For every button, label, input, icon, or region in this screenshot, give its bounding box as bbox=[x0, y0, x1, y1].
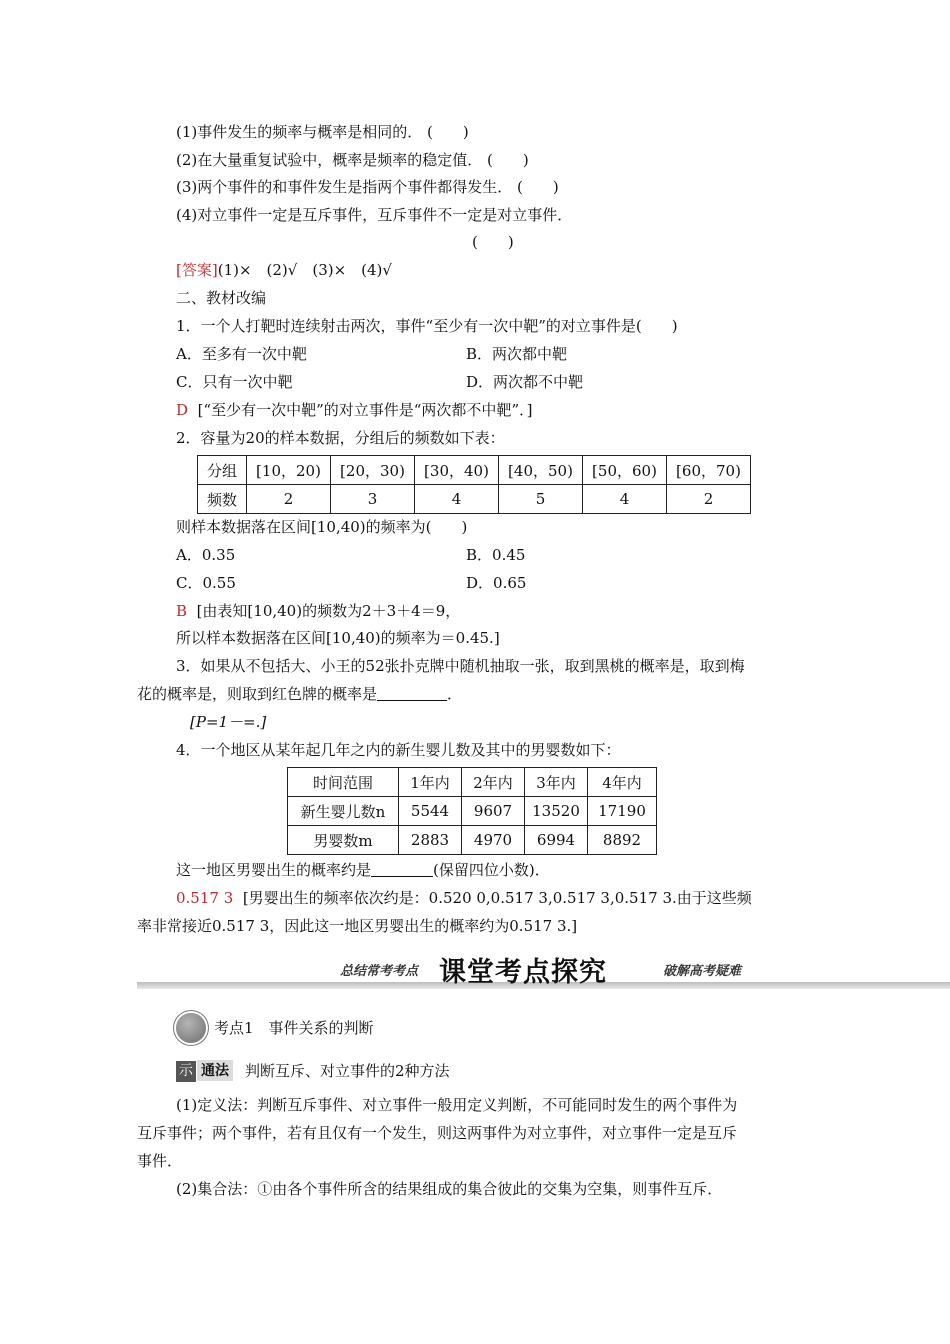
q2-explanation-2: 所以样本数据落在区间[10,40)的频率为＝0.45.] bbox=[176, 629, 500, 647]
table-cell: [20，30) bbox=[331, 456, 415, 485]
q3-line-2-end: ． bbox=[447, 685, 463, 703]
banner-title: 课堂考点探究 bbox=[439, 957, 607, 988]
table-cell: [40，50) bbox=[499, 456, 583, 485]
q1-answer-letter: D bbox=[176, 401, 189, 419]
table-cell: [30，40) bbox=[415, 456, 499, 485]
answer-line bbox=[176, 259, 392, 281]
q4-explanation-2: 率非常接近0.517 3，因此这一地区男婴出生的概率约为0.517 3.] bbox=[137, 917, 578, 935]
table-row bbox=[288, 768, 657, 797]
table-cell: 频数 bbox=[198, 485, 247, 514]
table-cell: [50，60) bbox=[583, 456, 667, 485]
table-cell: 男婴数m bbox=[288, 826, 399, 855]
answer-blank bbox=[377, 684, 447, 701]
definition-line-3: 事件． bbox=[137, 1152, 183, 1170]
table-cell: 5 bbox=[499, 485, 583, 514]
birth-table bbox=[287, 767, 657, 855]
table-row bbox=[288, 797, 657, 826]
judgment-4: (4)对立事件一定是互斥事件，互斥事件不一定是对立事件． bbox=[176, 206, 573, 224]
table-cell: 3 bbox=[331, 485, 415, 514]
judgment-1: (1)事件发生的频率与概率是相同的． ( ) bbox=[176, 123, 469, 141]
method-badge-icon: 示 bbox=[176, 1061, 196, 1082]
table-cell: 分组 bbox=[198, 456, 247, 485]
table-cell: 2年内 bbox=[462, 768, 525, 797]
q3-line-1: 3．如果从不包括大、小王的52张扑克牌中随机抽取一张，取到黑桃的概率是，取到梅 bbox=[176, 657, 745, 675]
table-cell: 新生婴儿数n bbox=[288, 797, 399, 826]
q3-explanation: [P=1－=.] bbox=[190, 713, 267, 731]
answer-text: (1)× (2)√ (3)× (4)√ bbox=[217, 261, 392, 279]
q4-after-pre: 这一地区男婴出生的概率约是 bbox=[176, 861, 372, 879]
definition-line-1: (1)定义法：判断互斥事件、对立事件一般用定义判断，不可能同时发生的两个事件为 bbox=[176, 1096, 738, 1114]
table-cell: 17190 bbox=[588, 797, 657, 826]
q2-option-b: B．0.45 bbox=[466, 546, 526, 564]
q2-answer bbox=[176, 600, 460, 622]
q1-option-b: B．两次都中靶 bbox=[466, 345, 568, 363]
q3-line-2-text: 花的概率是，则取到红色牌的概率是 bbox=[137, 685, 378, 703]
q2-option-a: A．0.35 bbox=[176, 546, 236, 564]
frequency-table bbox=[197, 455, 751, 514]
q1-answer bbox=[176, 399, 532, 421]
banner-right-text: 破解高考疑难 bbox=[663, 964, 742, 979]
q4-explanation-1: [男婴出生的频率依次约是：0.520 0,0.517 3,0.517 3,0.517 3.由于这些频 bbox=[242, 889, 752, 907]
q4-stem: 4．一个地区从某年起几年之内的新生婴儿数及其中的男婴数如下： bbox=[176, 741, 621, 759]
table-cell: 3年内 bbox=[525, 768, 588, 797]
table-cell: 8892 bbox=[588, 826, 657, 855]
q4-answer bbox=[176, 887, 752, 909]
judgment-4-paren: ( ) bbox=[472, 233, 514, 251]
q4-answer-value: 0.517 3 bbox=[176, 889, 234, 907]
kaodian-title: 考点1 事件关系的判断 bbox=[214, 1019, 374, 1037]
table-cell: 6994 bbox=[525, 826, 588, 855]
table-cell: 13520 bbox=[525, 797, 588, 826]
method-label: 通法 bbox=[197, 1060, 233, 1081]
table-cell: 4970 bbox=[462, 826, 525, 855]
answer-blank bbox=[371, 860, 433, 877]
q4-after-post: (保留四位小数)． bbox=[433, 861, 550, 879]
table-cell: 5544 bbox=[399, 797, 462, 826]
q2-explanation-1: [由表知[10,40)的频数为2＋3＋4＝9， bbox=[196, 602, 461, 620]
q2-answer-letter: B bbox=[176, 602, 188, 620]
table-cell: [60，70) bbox=[667, 456, 751, 485]
table-row bbox=[198, 485, 751, 514]
table-cell: 4 bbox=[415, 485, 499, 514]
q2-stem: 2．容量为20的样本数据，分组后的频数如下表： bbox=[176, 429, 505, 447]
answer-label: [答案] bbox=[176, 261, 218, 279]
q1-option-a: A．至多有一次中靶 bbox=[176, 345, 307, 363]
q2-option-d: D．0.65 bbox=[466, 574, 527, 592]
q3-line-2 bbox=[137, 683, 462, 705]
q1-option-c: C．只有一次中靶 bbox=[176, 373, 293, 391]
table-cell: 1年内 bbox=[399, 768, 462, 797]
q1-stem: 1．一个人打靶时连续射击两次，事件“至少有一次中靶”的对立事件是( ) bbox=[176, 317, 678, 335]
table-row bbox=[288, 826, 657, 855]
table-row bbox=[198, 456, 751, 485]
table-cell: 4年内 bbox=[588, 768, 657, 797]
table-cell: 时间范围 bbox=[288, 768, 399, 797]
section-title: 二、教材改编 bbox=[176, 289, 267, 307]
judgment-3: (3)两个事件的和事件发生是指两个事件都得发生． ( ) bbox=[176, 178, 559, 196]
q1-option-d: D．两次都不中靶 bbox=[466, 373, 584, 391]
section-banner bbox=[137, 950, 950, 990]
kaodian-circle-icon bbox=[176, 1013, 206, 1043]
judgment-2: (2)在大量重复试验中，概率是频率的稳定值． ( ) bbox=[176, 151, 529, 169]
table-cell: 2883 bbox=[399, 826, 462, 855]
table-cell: [10，20) bbox=[247, 456, 331, 485]
table-cell: 9607 bbox=[462, 797, 525, 826]
table-cell: 2 bbox=[247, 485, 331, 514]
definition-line-2: 互斥事件；两个事件，若有且仅有一个发生，则这两事件为对立事件，对立事件一定是互斥 bbox=[137, 1124, 738, 1142]
q2-option-c: C．0.55 bbox=[176, 574, 236, 592]
set-method-line: (2)集合法：①由各个事件所含的结果组成的集合彼此的交集为空集，则事件互斥． bbox=[176, 1180, 723, 1198]
table-cell: 4 bbox=[583, 485, 667, 514]
q1-explanation: [“至少有一次中靶”的对立事件是“两次都不中靶”．] bbox=[197, 401, 533, 419]
method-title: 判断互斥、对立事件的2种方法 bbox=[245, 1062, 450, 1080]
q4-after bbox=[176, 859, 550, 881]
table-cell: 2 bbox=[667, 485, 751, 514]
banner-left-text: 总结常考考点 bbox=[340, 964, 419, 979]
q2-after: 则样本数据落在区间[10,40)的频率为( ) bbox=[176, 518, 468, 536]
